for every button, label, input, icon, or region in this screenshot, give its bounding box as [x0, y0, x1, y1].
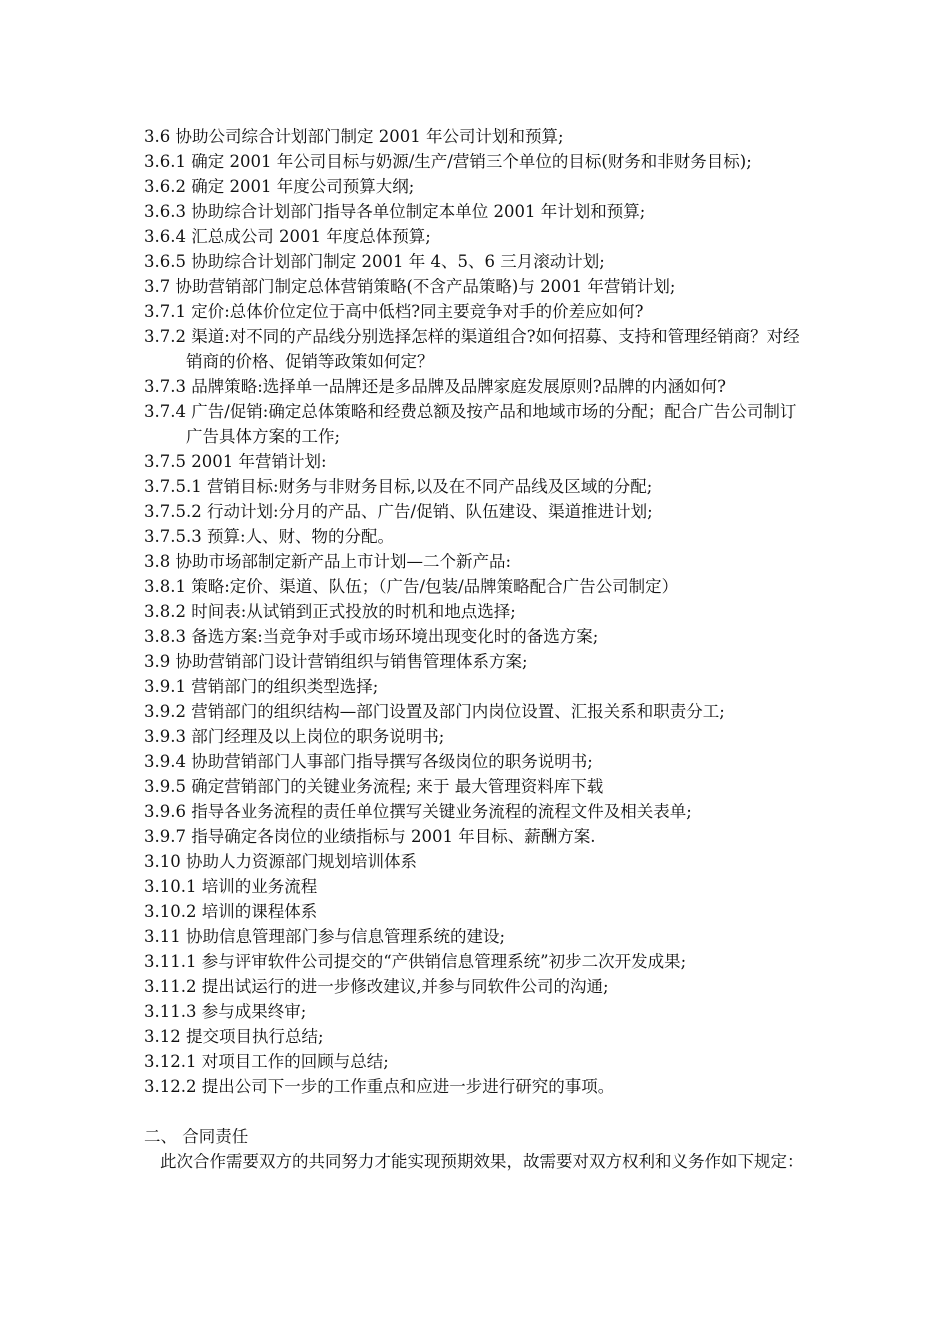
item-3-8-3: 3.8.3 备选方案:当竞争对手或市场环境出现变化时的备选方案;: [144, 627, 599, 646]
item-3-11-1: 3.11.1 参与评审软件公司提交的“产供销信息管理系统”初步二次开发成果;: [144, 952, 687, 971]
item-3-8: 3.8 协助市场部制定新产品上市计划—二个新产品:: [144, 552, 512, 571]
item-3-11-2: 3.11.2 提出试运行的进一步修改建议,并参与同软件公司的沟通;: [144, 977, 609, 996]
item-3-12: 3.12 提交项目执行总结;: [144, 1027, 324, 1046]
item-3-9-6: 3.9.6 指导各业务流程的责任单位撰写关键业务流程的流程文件及相关表单;: [144, 802, 692, 821]
item-3-10-1: 3.10.1 培训的业务流程: [144, 877, 318, 896]
blank-line: [144, 1099, 810, 1124]
item-3-9-3: 3.9.3 部门经理及以上岗位的职务说明书;: [144, 727, 445, 746]
item-3-6-5: 3.6.5 协助综合计划部门制定 2001 年 4、5、6 三月滚动计划;: [144, 252, 605, 271]
item-3-9-7: 3.9.7 指导确定各岗位的业绩指标与 2001 年目标、薪酬方案.: [144, 827, 596, 846]
item-3-6-3: 3.6.3 协助综合计划部门指导各单位制定本单位 2001 年计划和预算;: [144, 202, 646, 221]
item-3-8-1: 3.8.1 策略:定价、渠道、队伍；（广告/包装/品牌策略配合广告公司制定）: [144, 577, 679, 596]
item-3-6: 3.6 协助公司综合计划部门制定 2001 年公司计划和预算;: [144, 127, 564, 146]
item-3-9-4: 3.9.4 协助营销部门人事部门指导撰写各级岗位的职务说明书;: [144, 752, 593, 771]
section-heading: 二、 合同责任: [144, 1127, 249, 1146]
item-3-9: 3.9 协助营销部门设计营销组织与销售管理体系方案;: [144, 652, 528, 671]
item-3-9-2: 3.9.2 营销部门的组织结构—部门设置及部门内岗位设置、汇报关系和职责分工;: [144, 702, 725, 721]
item-3-7-3: 3.7.3 品牌策略:选择单一品牌还是多品牌及品牌家庭发展原则?品牌的内涵如何?: [144, 377, 726, 396]
item-3-8-2: 3.8.2 时间表:从试销到正式投放的时机和地点选择;: [144, 602, 516, 621]
item-3-12-1: 3.12.1 对项目工作的回顾与总结;: [144, 1052, 389, 1071]
item-3-7-5-2: 3.7.5.2 行动计划:分月的产品、广告/促销、队伍建设、渠道推进计划;: [144, 502, 653, 521]
item-3-7-5-3: 3.7.5.3 预算:人、财、物的分配。: [144, 527, 395, 546]
item-3-9-1: 3.9.1 营销部门的组织类型选择;: [144, 677, 379, 696]
contract-paragraph: 此次合作需要双方的共同努力才能实现预期效果，故需要对双方权利和义务作如下规定：: [160, 1152, 804, 1171]
item-3-6-1: 3.6.1 确定 2001 年公司目标与奶源/生产/营销三个单位的目标(财务和非财务目标);: [144, 152, 752, 171]
item-3-7: 3.7 协助营销部门制定总体营销策略(不含产品策略)与 2001 年营销计划;: [144, 277, 676, 296]
item-3-7-5: 3.7.5 2001 年营销计划:: [144, 452, 327, 471]
item-3-7-5-1: 3.7.5.1 营销目标:财务与非财务目标,以及在不同产品线及区域的分配;: [144, 477, 653, 496]
item-3-10-2: 3.10.2 培训的课程体系: [144, 902, 318, 921]
item-3-7-1: 3.7.1 定价:总体价位定位于高中低档?同主要竞争对手的价差应如何?: [144, 302, 644, 321]
item-3-10: 3.10 协助人力资源部门规划培训体系: [144, 852, 417, 871]
document-body: [144, 124, 810, 1174]
item-3-9-5: 3.9.5 确定营销部门的关键业务流程; 来于 最大管理资料库下载: [144, 777, 604, 796]
item-3-11-3: 3.11.3 参与成果终审;: [144, 1002, 307, 1021]
item-3-7-2: 3.7.2 渠道:对不同的产品线分别选择怎样的渠道组合?如何招募、支持和管理经销商？对经销商的价格、促销等政策如何定？: [144, 327, 800, 371]
item-3-6-2: 3.6.2 确定 2001 年度公司预算大纲;: [144, 177, 415, 196]
item-3-12-2: 3.12.2 提出公司下一步的工作重点和应进一步进行研究的事项。: [144, 1077, 615, 1096]
item-3-11: 3.11 协助信息管理部门参与信息管理系统的建设;: [144, 927, 506, 946]
item-3-7-4: 3.7.4 广告/促销:确定总体策略和经费总额及按产品和地域市场的分配；配合广告公司制订广告具体方案的工作;: [144, 402, 797, 446]
item-3-6-4: 3.6.4 汇总成公司 2001 年度总体预算;: [144, 227, 431, 246]
